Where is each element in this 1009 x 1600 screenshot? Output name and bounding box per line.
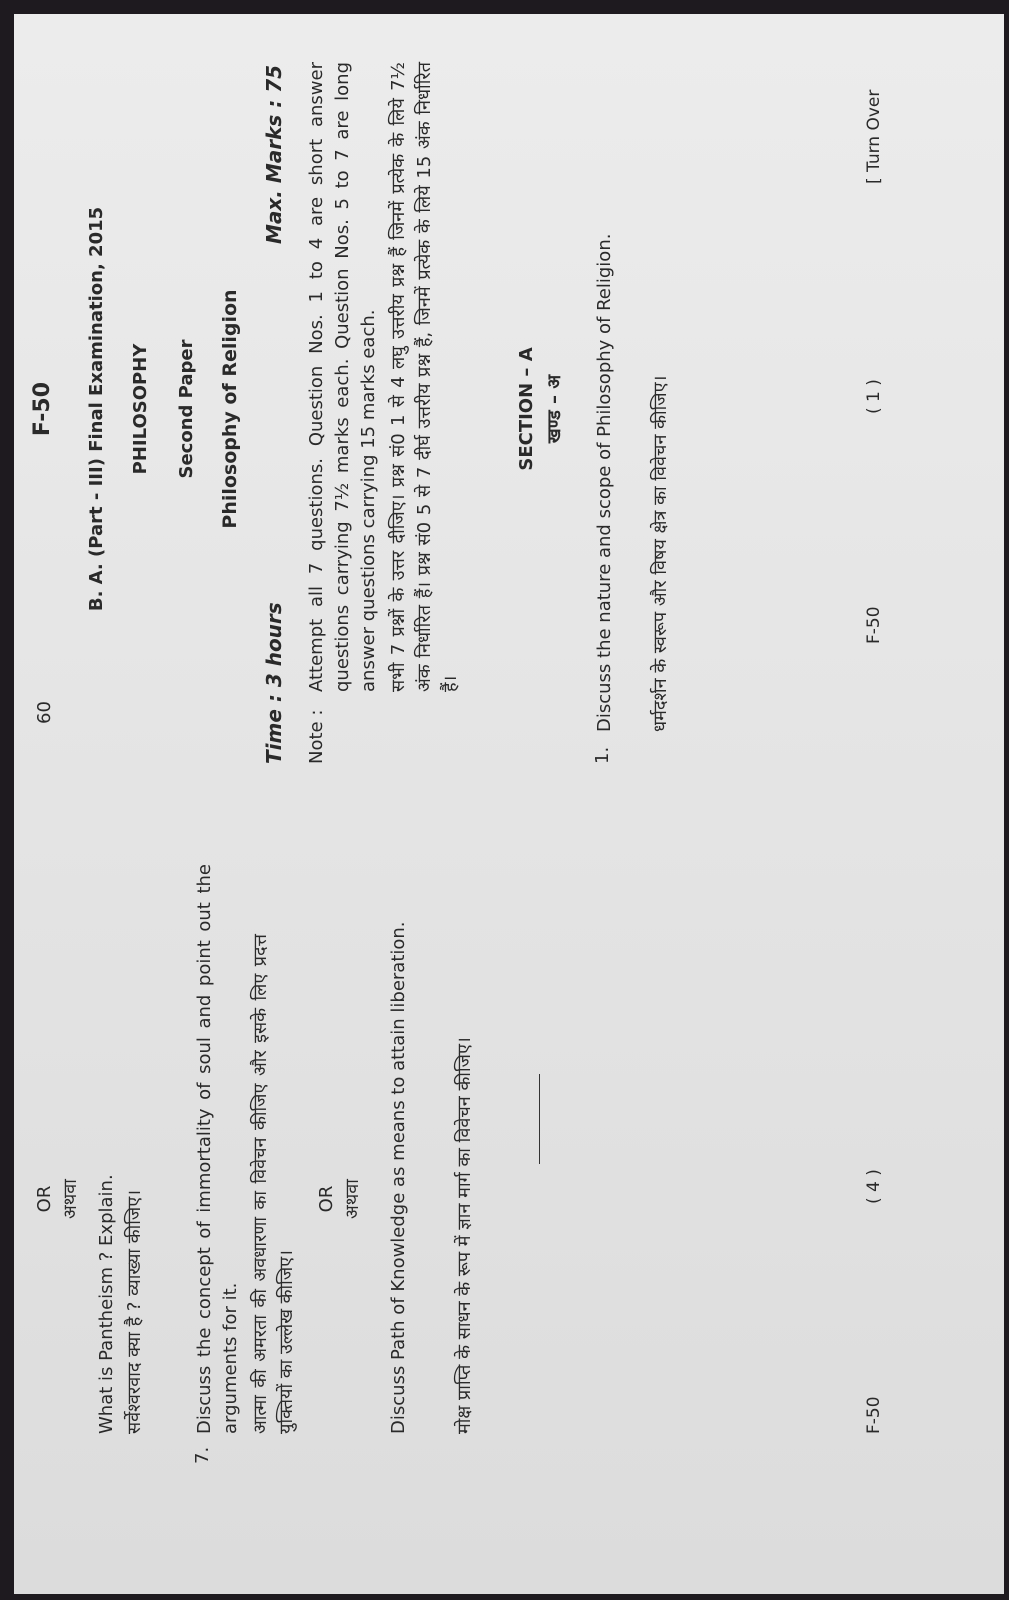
exam-title: B. A. (Part - III) Final Examination, 2015 — [86, 206, 107, 612]
max-marks: Max. Marks : 75 — [262, 64, 286, 244]
rotated-spread — [14, 14, 1004, 1594]
note-label: Note : — [306, 709, 327, 764]
or-label-2-hindi: अथवा — [342, 1179, 363, 1219]
section-heading-hindi: खण्ड – अ — [544, 374, 565, 444]
footer-paper-code: F-50 — [864, 606, 884, 644]
question-7-number: 7. — [192, 1446, 213, 1464]
question-6-alternative: What is Pantheism ? Explain. — [96, 1174, 117, 1434]
footer-paper-code: F-50 — [864, 1396, 884, 1434]
question-7-text-hindi: आत्मा की अमरता की अवधारणा का विवेचन कीजिए और इसके लिए प्रदत्त युक्तियों का उल्लेख कीजिए। — [250, 934, 297, 1434]
question-7-text: Discuss the concept of immortality of soul and point out the arguments for it. — [194, 864, 241, 1434]
question-1-text-hindi: धर्मदर्शन के स्वरूप और विषय क्षेत्र का विवेचन कीजिए। — [650, 375, 671, 732]
footer-page-number: ( 4 ) — [864, 1169, 884, 1204]
paper-number: Second Paper — [176, 339, 197, 479]
page-1 — [14, 14, 1004, 804]
or-label: OR — [34, 1185, 55, 1213]
or-label-2: OR — [316, 1185, 337, 1213]
footer-turn-over: [ Turn Over — [864, 89, 884, 184]
paper-title: Philosophy of Religion — [219, 289, 241, 529]
question-6-alternative-hindi: सर्वेश्वरवाद क्या है ? व्याख्या कीजिए। — [124, 1189, 145, 1434]
exam-paper-sheet — [14, 14, 1004, 1594]
question-1-number: 1. — [592, 746, 613, 764]
question-7-alternative: Discuss Path of Knowledge as means to attain liberation. — [388, 921, 409, 1434]
subject-title: PHILOSOPHY — [130, 343, 151, 475]
page-4 — [14, 804, 1004, 1594]
note-hindi: सभी 7 प्रश्नों के उत्तर दीजिए। प्रश्न सं0 1 से 4 लघु उत्तरीय प्रश्न हैं जिनमें प्रत्येक के लिये 7½ अंक निर्धारित हैं। प्रश्न सं0 5 से 7 दीर्घ उत्तरीय प्रश्न हैं, जिनमें प्रत्येक के लिये 15 अंक निर्धारित हैं। — [388, 62, 461, 692]
footer-page-number: ( 1 ) — [864, 379, 884, 414]
section-heading: SECTION – A — [516, 347, 537, 471]
question-1-text: Discuss the nature and scope of Philosophy of Religion. — [594, 233, 615, 732]
or-label-hindi: अथवा — [60, 1179, 81, 1219]
question-7-alternative-hindi: मोक्ष प्राप्ति के साधन के रूप में ज्ञान मार्ग का विवेचन कीजिए। — [454, 1037, 475, 1434]
top-number: 60 — [34, 701, 55, 724]
end-rule — [539, 1074, 540, 1164]
time-allowed: Time : 3 hours — [262, 602, 286, 764]
paper-code: F-50 — [30, 381, 55, 437]
note-english: Attempt all 7 questions. Question Nos. 1 to 4 are short answer questions carrying 7½ marks each. Question Nos. 5 to 7 are long answer questions carrying 15 marks each. — [306, 62, 379, 692]
